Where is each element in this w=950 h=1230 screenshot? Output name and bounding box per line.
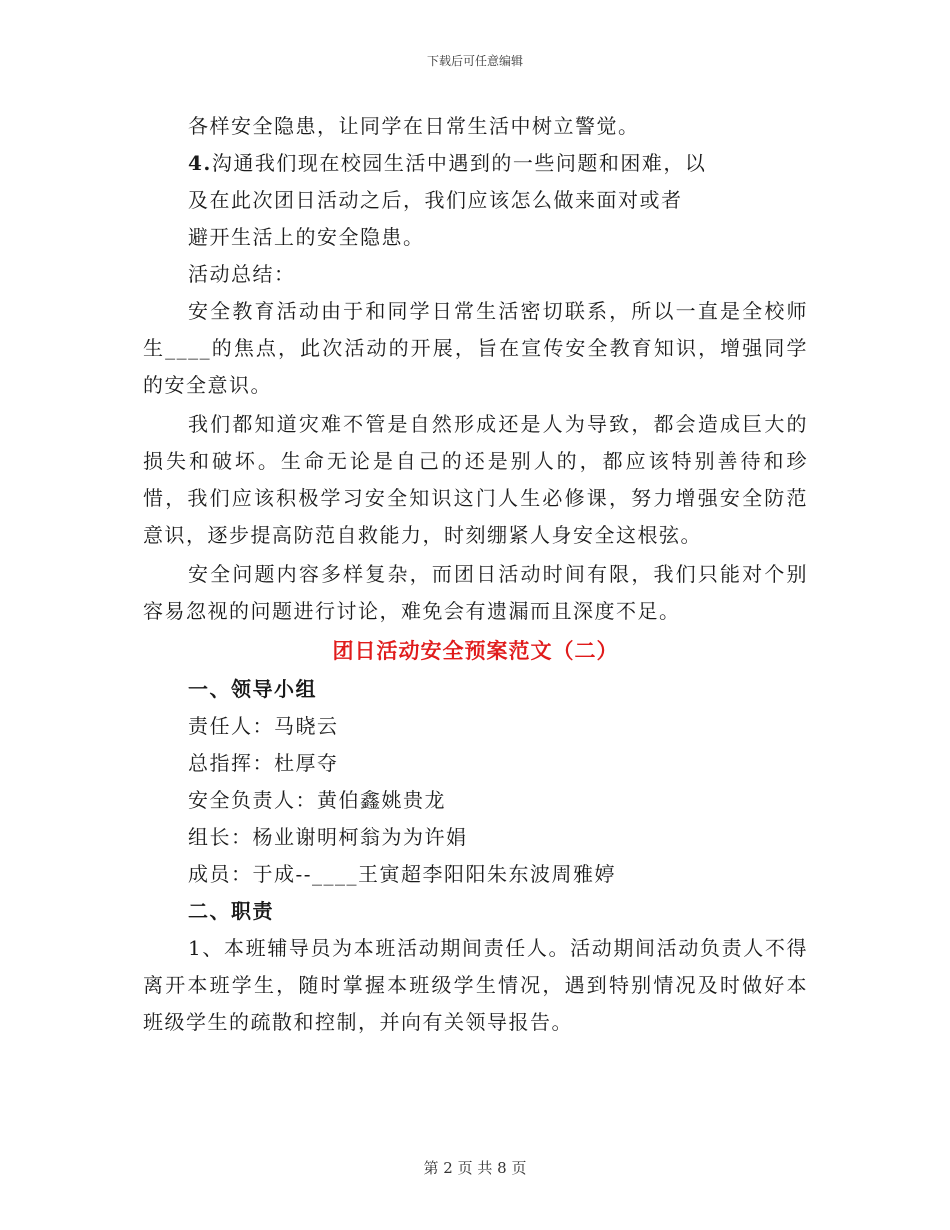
list-item-4 <box>143 145 808 182</box>
section-title: 团日活动安全预案范文（二） <box>332 638 619 663</box>
text-line: 避开生活上的安全隐患。 <box>188 225 425 249</box>
text-line: 安全负责人：黄伯鑫姚贵龙 <box>188 788 446 812</box>
page-footer: 第 2 页 共 8 页 <box>423 1159 527 1177</box>
text-line: 各样安全隐患，让同学在日常生活中树立警觉。 <box>188 114 640 138</box>
document-body <box>143 108 808 1041</box>
item-text: 沟通我们现在校园生活中遇到的一些问题和困难，以 <box>211 151 707 175</box>
text-line: 总指挥：杜厚夺 <box>188 751 339 775</box>
section-heading: 一、领导小组 <box>188 677 317 701</box>
text-line: 及在此次团日活动之后，我们应该怎么做来面对或者 <box>188 188 683 212</box>
text-line: 责任人：马晓云 <box>188 714 339 738</box>
paragraph: 安全问题内容多样复杂，而团日活动时间有限，我们只能对个别容易忽视的问题进行讨论，难免会有遗漏而且深度不足。 <box>143 562 808 623</box>
page-header: 下载后可任意编辑 <box>426 54 523 68</box>
item-number: 4. <box>188 151 212 175</box>
text-line: 组长：杨业谢明柯翁为为许娟 <box>188 825 468 849</box>
summary-label: 活动总结： <box>188 262 296 286</box>
paragraph: 安全教育活动由于和同学日常生活密切联系，所以一直是全校师生____的焦点，此次活动的开展，旨在宣传安全教育知识，增强同学的安全意识。 <box>143 299 808 397</box>
section-heading: 二、职责 <box>188 899 274 923</box>
paragraph: 1、本班辅导员为本班活动期间责任人。活动期间活动负责人不得离开本班学生，随时掌握本班级学生情况，遇到特别情况及时做好本班级学生的疏散和控制，并向有关领导报告。 <box>143 936 808 1034</box>
paragraph: 我们都知道灾难不管是自然形成还是人为导致，都会造成巨大的损失和破坏。生命无论是自己的还是别人的，都应该特别善待和珍惜，我们应该积极学习安全知识这门人生必修课，努力增强安全防范意识，逐步提高防范自救能力，时刻绷紧人身安全这根弦。 <box>143 412 808 547</box>
text-line: 成员：于成--____王寅超李阳阳朱东波周雅婷 <box>188 862 617 886</box>
